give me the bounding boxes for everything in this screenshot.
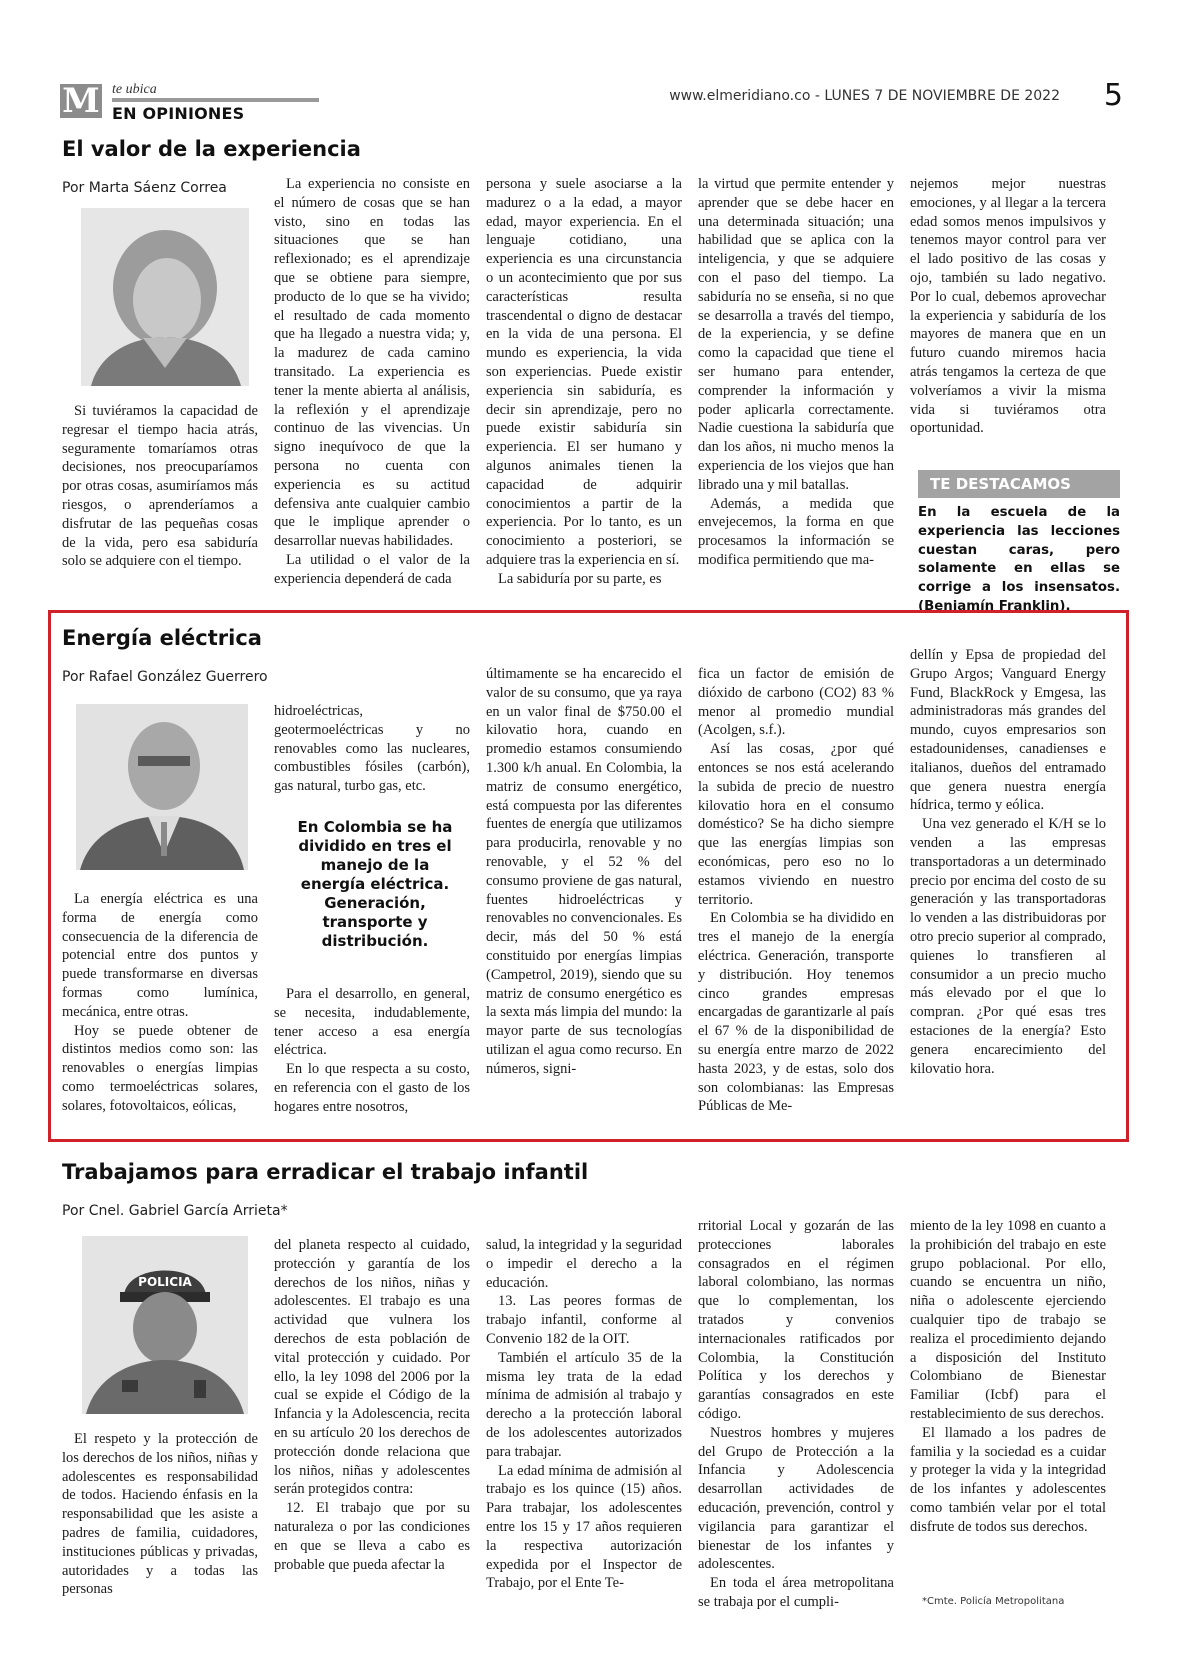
article1-title: El valor de la experiencia	[62, 137, 361, 161]
author-photo-gabriel	[82, 1236, 248, 1414]
paragraph: El llamado a los padres de familia y la sociedad es a cuidar y proteger la vida y la integridad de los infantes y adolescentes como también velar por el total disfrute de todos sus derechos.	[910, 1424, 1106, 1535]
article3-title: Trabajamos para erradicar el trabajo infantil	[62, 1160, 589, 1184]
paragraph: Si tuviéramos la capacidad de regresar el tiempo hacia atrás, seguramente tomaríamos otras decisiones, nos preocuparíamos por otras cosas, asumiríamos más riesgos, o aprenderíamos a disfrutar de las pequeñas cosas de la vida, pero esa sabiduría solo se adquiere con el tiempo.	[62, 403, 258, 570]
paragraph: La sabiduría por su parte, es	[498, 570, 662, 587]
paragraph: la virtud que permite entender y aprender que se debe hacer en una determinada situación; una habilidad que se aplica con la inteligencia, y que se adquiere con el paso del tiempo. La sabiduría no se enseña, si no que se desarrolla a través del tiempo, de la experiencia, y se define como la capacidad que tiene el ser humano para entender, comprender la información y poder aplicarla correctamente. Nadie cuestiona la sabiduría que dan los años, ni mucho menos la experiencia de los viejos que han librado una y mil batallas.	[698, 176, 894, 493]
paragraph: 12. El trabajo que por su naturaleza o por las condiciones en que se lleva a cabo es probable que pueda afectar la	[274, 1500, 470, 1573]
article3-column-5	[910, 1217, 1106, 1587]
paragraph: salud, la integridad y la seguridad o impedir el derecho a la educación.	[486, 1237, 682, 1291]
newspaper-logo-icon: M	[60, 84, 102, 118]
paragraph: La edad mínima de admisión al trabajo es los quince (15) años. Para trabajar, los adolescentes entre los 15 y 17 años requieren la respectiva autorización expedida por el Inspector de Trabajo, por el Ente Te-	[486, 1462, 682, 1592]
paragraph: Una vez generado el K/H se lo venden a las empresas transportadoras a un determinado precio por encima del costo de su generación y las transportadoras lo venden a las distribuidoras por otro precio superior al comprado, quienes lo transfieren al consumidor a un precio mucho más elevado por el que lo compran. ¿Por qué esas tres estaciones de la energía? Esto genera encarecimiento del kilovatio hora.	[910, 816, 1106, 1077]
article2-column-2-top	[274, 702, 470, 802]
section-tag: te ubica	[112, 82, 157, 97]
portrait-icon	[76, 704, 248, 870]
highlight-quote: En la escuela de la experiencia las lecciones cuestan caras, pero solamente en ellas se corrige a los insensatos. (Benjamín Franklin).	[918, 505, 1120, 614]
portrait-icon	[82, 1236, 248, 1414]
author-photo-marta	[81, 208, 249, 386]
article1-column-2	[274, 175, 470, 595]
paragraph: En Colombia se ha dividido en tres el manejo de la energía eléctrica. Generación, transporte y distribución. Hoy tenemos cinco grandes empresas encargadas de garantizarle al país el 67 % de la disponibilidad de su energía entre marzo de 2022 hasta 2023, y de estas, solo dos son colombianas: las Empresas Públicas de Me-	[698, 910, 894, 1115]
article1-column-4	[698, 175, 894, 595]
paragraph: Así las cosas, ¿por qué entonces se nos está acelerando la subida de precio de nuestro kilovatio hora en el consumo doméstico? Se ha dicho siempre que las energías limpias son económicas, pero eso no lo estamos viviendo en nuestro territorio.	[698, 741, 894, 908]
paragraph: persona y suele asociarse a la madurez o a la edad, a mayor edad, mayor experiencia. En el lenguaje cotidiano, una experiencia es una circunstancia o un acontecimiento que por sus características resulta trascendental o digno de destacar en la vida de una persona. El mundo es experiencia, la vida son experiencias. Puede existir experiencia sin sabiduría, es decir sin aprendizaje, pero no puede existir sabiduría sin experiencia. El ser humano y algunos animales tienen la capacidad de adquirir conocimientos a partir de la experiencia. Por lo tanto, es un conocimiento a posteriori, se adquiere tras la experiencia en sí.	[486, 176, 682, 568]
paragraph: La energía eléctrica es una forma de energía como consecuencia de la diferencia de potencial entre dos puntos y puede transformarse en diversas formas como lumínica, mecánica, entre otras.	[62, 891, 258, 1020]
article2-column-3	[486, 665, 682, 1131]
paragraph: dellín y Epsa de propiedad del Grupo Argos; Vanguard Energy Fund, BlackRock y Emgesa, las administradoras más grandes del mundo, cuyos empresarios son estadounidenses, canadienses e italianos, dueños del entramado que genera nuestra energía hídrica, termo y eólica.	[910, 647, 1106, 814]
article3-column-1	[62, 1430, 258, 1600]
article1-column-1	[62, 402, 258, 594]
page-number: 5	[1103, 78, 1123, 113]
highlight-label: TE DESTACAMOS	[918, 470, 1120, 498]
dateline: www.elmeridiano.co - LUNES 7 DE NOVIEMBRE DE 2022	[669, 88, 1060, 104]
paragraph: Para el desarrollo, en general, se necesita, indudablemente, tener acceso a esa energía eléctrica.	[274, 986, 470, 1059]
paragraph: Nuestros hombres y mujeres del Grupo de Protección a la Infancia y Adolescencia desarrollan actividades de educación, prevención, control y vigilancia para garantizar el bienestar de los infantes y adolescentes.	[698, 1424, 894, 1573]
article3-byline: Por Cnel. Gabriel García Arrieta*	[62, 1203, 288, 1219]
paragraph: 13. Las peores formas de trabajo infantil, conforme al Convenio 182 de la OIT.	[486, 1293, 682, 1347]
author-photo-rafael	[76, 704, 248, 870]
paragraph: rritorial Local y gozarán de las protecciones laborales consagrados en el régimen laboral colombiano, las normas que lo complementan, los tratados y convenios internacionales ratificados por Colombia, la Constitución Política y los derechos y garantías consagrados en este código.	[698, 1218, 894, 1422]
header-rule	[112, 98, 319, 102]
paragraph: Hoy se puede obtener de distintos medios como son: las renovables o energías limpias como termoeléctricas solares, solares, fotovoltaicos, eólicas,	[62, 1022, 258, 1114]
paragraph: En toda el área metropolitana se trabaja por el cumpli-	[698, 1575, 894, 1610]
paragraph: miento de la ley 1098 en cuanto a la prohibición del trabajo en este grupo poblacional. Por ello, cuando se encuentra un niño, niña o adolescente ejerciendo cualquier tipo de trabajo se realiza el procedimiento dejando a disposición del Instituto Colombiano de Bienestar Familiar (Icbf) para el restablecimiento de sus derechos.	[910, 1218, 1106, 1422]
article3-column-4	[698, 1217, 894, 1610]
article3-column-3	[486, 1236, 682, 1600]
article1-column-5	[910, 175, 1106, 445]
article1-column-3	[486, 175, 682, 595]
article2-column-2-bottom	[274, 985, 470, 1131]
paragraph: El respeto y la protección de los derechos de los niños, niñas y adolescentes es responsabilidad de todos. Haciendo énfasis en la responsabilidad que les asiste a padres de familia, cuidadores, instituciones públicas y privadas, autoridades y a todas las personas	[62, 1431, 258, 1598]
paragraph: del planeta respecto al cuidado, protección y garantía de los derechos de los niños, niñas y adolescentes. El trabajo es una actividad que vulnera los derechos de esta población de vital protección y cuidado. Por ello, la ley 1098 del 2006 por la cual se expide el Código de la Infancia y la Adolescencia, recita en su artículo 20 los derechos de protección donde relaciona que los niños, niñas y adolescentes serán protegidos contra:	[274, 1237, 470, 1498]
article2-column-5	[910, 646, 1106, 1131]
article2-byline: Por Rafael González Guerrero	[62, 669, 268, 685]
footnote: *Cmte. Policía Metropolitana	[922, 1596, 1065, 1607]
paragraph: En lo que respecta a su costo, en referencia con el gasto de los hogares entre nosotros,	[274, 1061, 470, 1115]
paragraph: hidroeléctricas, geotermoeléctricas y no renovables como las nucleares, combustibles fósiles (carbón), gas natural, turbo gas, etc.	[274, 703, 470, 795]
paragraph: Además, a medida que envejecemos, la forma en que procesamos la información se modifica permitiendo que ma-	[698, 495, 894, 568]
article2-pull-quote: En Colombia se ha dividido en tres el manejo de la energía eléctrica. Generación, transporte y distribución.	[297, 818, 453, 950]
paragraph: También el artículo 35 de la misma ley trata de la edad mínima de admisión al trabajo y derecho a la protección laboral de los adolescentes autorizados para trabajar.	[486, 1349, 682, 1460]
paragraph: La utilidad o el valor de la experiencia dependerá de cada	[274, 551, 470, 587]
article3-column-2	[274, 1236, 470, 1600]
paragraph: La experiencia no consiste en el número de cosas que se han visto, sino en todas las situaciones que se han reflexionado; es el aprendizaje que se obtiene para siempre, producto de lo que se ha vivido; el resultado de cada momento que ha llegado a nuestra vida; y, la madurez de cada camino transitado. La experiencia es tener la mente abierta al análisis, la reflexión y el aprendizaje continuo de las vivencias. Un signo inequívoco de que la persona no cuenta con experiencia es su actitud defensiva ante cualquier cambio que le implique aprender o desarrollar nuevas habilidades.	[274, 176, 470, 550]
article2-title: Energía eléctrica	[62, 626, 262, 650]
article2-column-1	[62, 890, 258, 1130]
article1-byline: Por Marta Sáenz Correa	[62, 180, 227, 196]
paragraph: nejemos mejor nuestras emociones, y al llegar a la tercera edad somos menos impulsivos y tenemos mayor control para ver el lado positivo de las cosas y ojo, también su lado negativo. Por lo cual, debemos aprovechar la experiencia y sabiduría de los mayores de manera que en un futuro cuando miremos hacia atrás tengamos la certeza de que volveríamos a vivir la misma vida si tuviéramos otra oportunidad.	[910, 176, 1106, 437]
portrait-icon	[81, 208, 249, 386]
section-name: EN OPINIONES	[112, 104, 245, 123]
paragraph: fica un factor de emisión de dióxido de carbono (CO2) 83 % menor al promedio mundial (Acolgen, s.f.).	[698, 666, 894, 739]
paragraph: últimamente se ha encarecido el valor de su consumo, que ya raya en un valor final de $750.00 el kilovatio hora, cuando en promedio estamos consumiendo 1.300 k/h anual. En Colombia, la matriz de consumo energético, está compuesta por las diferentes fuentes de energía que utilizamos para producirla, renovable y no renovable, y el 52 % del consumo proviene de gas natural, fuentes hidroeléctricas y renovables no convencionales. Es decir, más del 50 % está constituido por energías limpias (Campetrol, 2019), siendo que su matriz de consumo energético es la sexta más limpia del mundo: la mayor parte de sus tecnologías utilizan el agua como recurso. En números, signi-	[486, 666, 682, 1077]
article2-column-4	[698, 665, 894, 1131]
cap-text: POLICIA	[138, 1275, 192, 1289]
